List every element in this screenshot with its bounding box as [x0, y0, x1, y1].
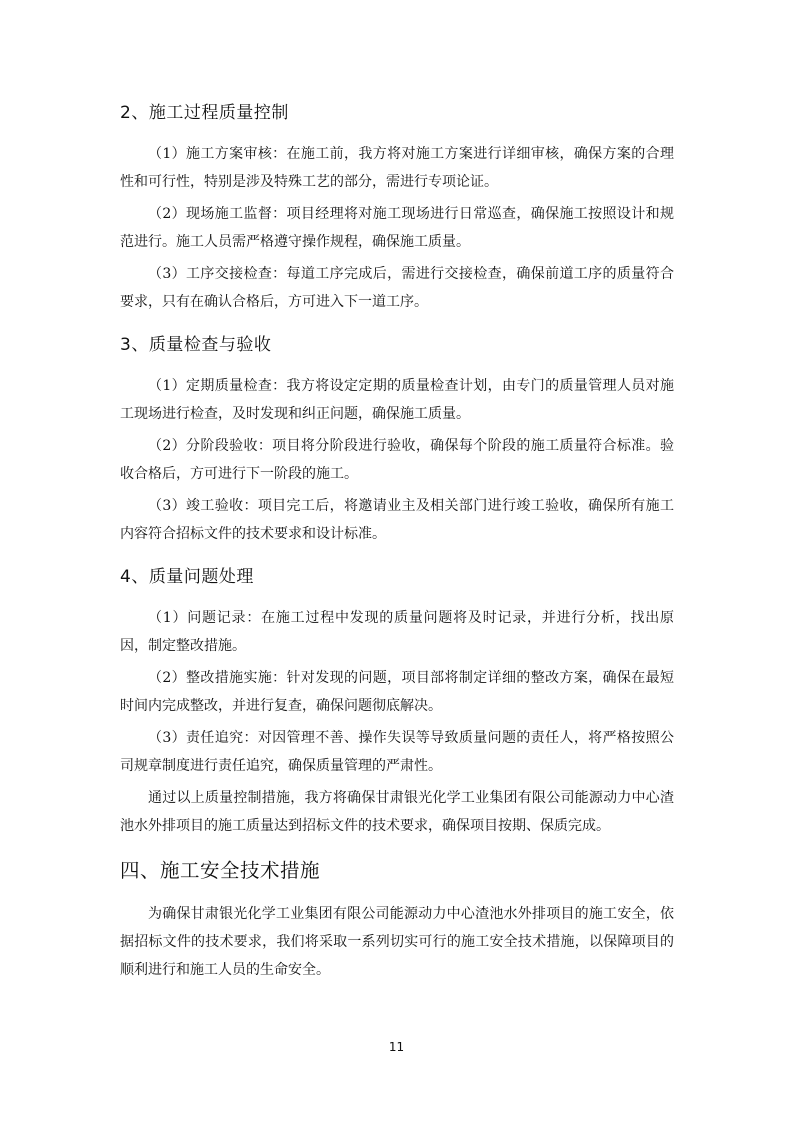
- paragraph: （2）分阶段验收：项目将分阶段进行验收，确保每个阶段的施工质量符合标准。验收合格后，方可进行下一阶段的施工。: [120, 438, 674, 482]
- paragraph: （1）施工方案审核：在施工前，我方将对施工方案进行详细审核，确保方案的合理性和可行性，特别是涉及特殊工艺的部分，需进行专项论证。: [120, 146, 674, 190]
- paragraph: （1）问题记录：在施工过程中发现的质量问题将及时记录，并进行分析，找出原因，制定整改措施。: [120, 610, 674, 654]
- paragraph: （2）整改措施实施：针对发现的问题，项目部将制定详细的整改方案，确保在最短时间内完成整改，并进行复查，确保问题彻底解决。: [120, 670, 674, 714]
- section-construction-process-quality-control: [120, 100, 674, 316]
- summary-paragraph: 通过以上质量控制措施，我方将确保甘肃银光化学工业集团有限公司能源动力中心渣池水外排项目的施工质量达到招标文件的技术要求，确保项目按期、保质完成。: [120, 790, 674, 834]
- paragraph: （2）现场施工监督：项目经理将对施工现场进行日常巡查，确保施工按照设计和规范进行。施工人员需严格遵守操作规程，确保施工质量。: [120, 206, 674, 250]
- section-heading: 2、施工过程质量控制: [120, 103, 289, 123]
- chapter-construction-safety-measures: [120, 856, 674, 984]
- section-quality-inspection-acceptance: [120, 332, 674, 548]
- paragraph: 为确保甘肃银光化学工业集团有限公司能源动力中心渣池水外排项目的施工安全，依据招标文件的技术要求，我们将采取一系列切实可行的施工安全技术措施，以保障项目的顺利进行和施工人员的生命安全。: [120, 906, 674, 978]
- section-heading: 3、质量检查与验收: [120, 335, 272, 355]
- paragraph: （3）竣工验收：项目完工后，将邀请业主及相关部门进行竣工验收，确保所有施工内容符合招标文件的技术要求和设计标准。: [120, 498, 674, 542]
- page-content: [120, 100, 674, 984]
- paragraph: （1）定期质量检查：我方将设定定期的质量检查计划，由专门的质量管理人员对施工现场进行检查，及时发现和纠正问题，确保施工质量。: [120, 378, 674, 422]
- paragraph: （3）责任追究：对因管理不善、操作失误等导致质量问题的责任人，将严格按照公司规章制度进行责任追究，确保质量管理的严肃性。: [120, 730, 674, 774]
- page-number: 11: [388, 1040, 405, 1054]
- section-heading: 4、质量问题处理: [120, 567, 254, 587]
- paragraph: （3）工序交接检查：每道工序完成后，需进行交接检查，确保前道工序的质量符合要求，只有在确认合格后，方可进入下一道工序。: [120, 266, 674, 310]
- chapter-heading: 四、施工安全技术措施: [120, 859, 321, 882]
- section-quality-issue-handling: [120, 564, 674, 840]
